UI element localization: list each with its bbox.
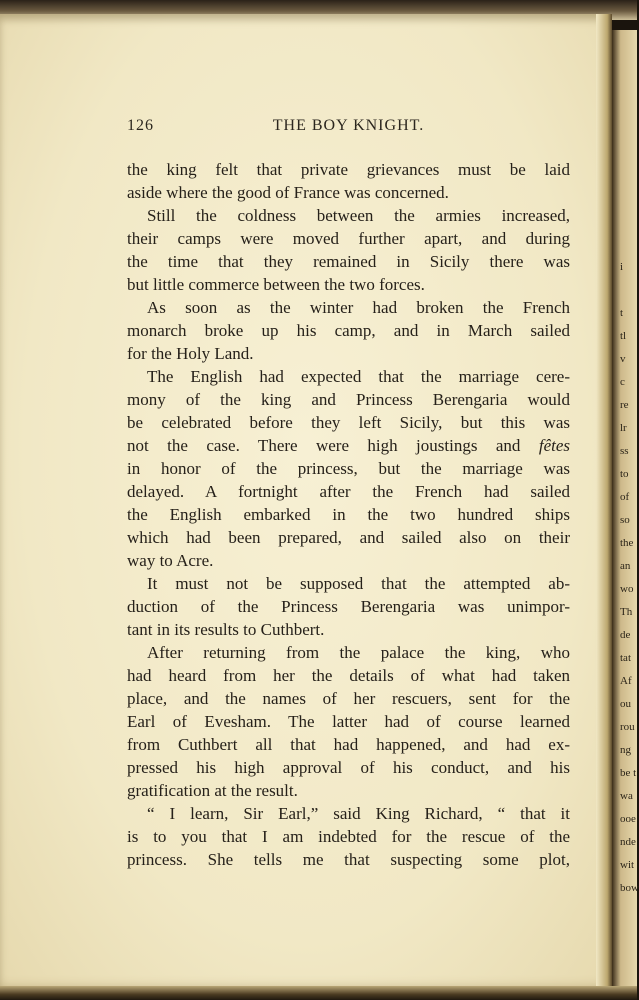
text-line: “ I learn, Sir Earl,” said King Richard, “ that it xyxy=(147,804,570,823)
adjacent-page-fragment: of xyxy=(620,491,630,503)
text-line: After returning from the palace the king, who xyxy=(147,643,570,662)
adjacent-page-fragment: wo xyxy=(620,583,634,595)
adjacent-page-fragment: lr xyxy=(620,422,627,434)
adjacent-page-fragment: bow xyxy=(620,882,639,894)
adjacent-page-fragment: t xyxy=(620,307,624,319)
running-header xyxy=(127,117,570,141)
adjacent-page-fragment: ooe xyxy=(620,813,636,825)
text-line: Still the coldness between the armies increased, xyxy=(147,206,570,225)
text-line: for the Holy Land. xyxy=(127,344,254,363)
text-line: but little commerce between the two forces. xyxy=(127,275,425,294)
adjacent-page-fragment: an xyxy=(620,560,631,572)
text-line: had heard from her the details of what had taken xyxy=(127,666,570,685)
text-line: their camps were moved further apart, and during xyxy=(127,229,570,248)
text-line: the king felt that private grievances must be laid xyxy=(127,160,570,179)
text-line: monarch broke up his camp, and in March sailed xyxy=(127,321,570,340)
text-line: Earl of Evesham. The latter had of course learned xyxy=(127,712,570,731)
adjacent-page-fragment: ou xyxy=(620,698,631,710)
text-line: is to you that I am indebted for the rescue of the xyxy=(127,827,570,846)
adjacent-page-fragment: ss xyxy=(620,445,629,457)
adjacent-page-fragment: wa xyxy=(620,790,633,802)
text-line: in honor of the princess, but the marriage was xyxy=(127,459,570,478)
text-line: which had been prepared, and sailed also on their xyxy=(127,528,570,547)
text-line: gratification at the result. xyxy=(127,781,298,800)
adjacent-page-fragment: de xyxy=(620,629,631,641)
adjacent-page-edge xyxy=(612,30,637,990)
adjacent-page-fragment: c xyxy=(620,376,625,388)
adjacent-page-fragment: tl xyxy=(620,330,627,342)
adjacent-page-fragment: be t xyxy=(620,767,637,779)
text-line: be celebrated before they left Sicily, but this was xyxy=(127,413,570,432)
adjacent-page-fragment: tat xyxy=(620,652,631,664)
adjacent-page-fragment: Af xyxy=(620,675,632,687)
text-line: duction of the Princess Berengaria was unimpor- xyxy=(127,597,570,616)
adjacent-page-fragment: rou xyxy=(620,721,635,733)
text-line: delayed. A fortnight after the French had sailed xyxy=(127,482,570,501)
text-line: place, and the names of her rescuers, sent for the xyxy=(127,689,570,708)
text-line: the English embarked in the two hundred ships xyxy=(127,505,570,524)
text-line: It must not be supposed that the attempted ab- xyxy=(147,574,570,593)
adjacent-page-fragment: i xyxy=(620,261,624,273)
page-gutter-shadow xyxy=(596,14,612,986)
text-line: aside where the good of France was concerned. xyxy=(127,183,449,202)
adjacent-page-fragment: ng xyxy=(620,744,631,756)
adjacent-page-fragment: so xyxy=(620,514,630,526)
adjacent-page-fragment: to xyxy=(620,468,629,480)
text-line: mony of the king and Princess Berengaria would xyxy=(127,390,570,409)
body-text xyxy=(127,158,570,871)
adjacent-page-fragment: re xyxy=(620,399,629,411)
text-line: the time that they remained in Sicily there was xyxy=(127,252,570,271)
text-line: tant in its results to Cuthbert. xyxy=(127,620,325,639)
adjacent-page-fragment: v xyxy=(620,353,626,365)
book-bottom-edge xyxy=(0,986,637,1000)
adjacent-page-fragment: nde xyxy=(620,836,636,848)
text-line: pressed his high approval of his conduct, and his xyxy=(127,758,570,777)
running-title: THE BOY KNIGHT. xyxy=(272,117,425,134)
text-line: from Cuthbert all that had happened, and had ex- xyxy=(127,735,570,754)
adjacent-page-fragment: the xyxy=(620,537,634,549)
text-line: As soon as the winter had broken the French xyxy=(147,298,570,317)
adjacent-page-fragment: Th xyxy=(620,606,633,618)
text-line: princess. She tells me that suspecting some plot, xyxy=(127,850,570,869)
page-number: 126 xyxy=(127,117,154,134)
text-line: not the case. There were high joustings and fêtes xyxy=(127,436,570,455)
text-line: The English had expected that the marriage cere- xyxy=(147,367,570,386)
text-line: way to Acre. xyxy=(127,551,214,570)
adjacent-page-fragment: wit xyxy=(620,859,635,871)
